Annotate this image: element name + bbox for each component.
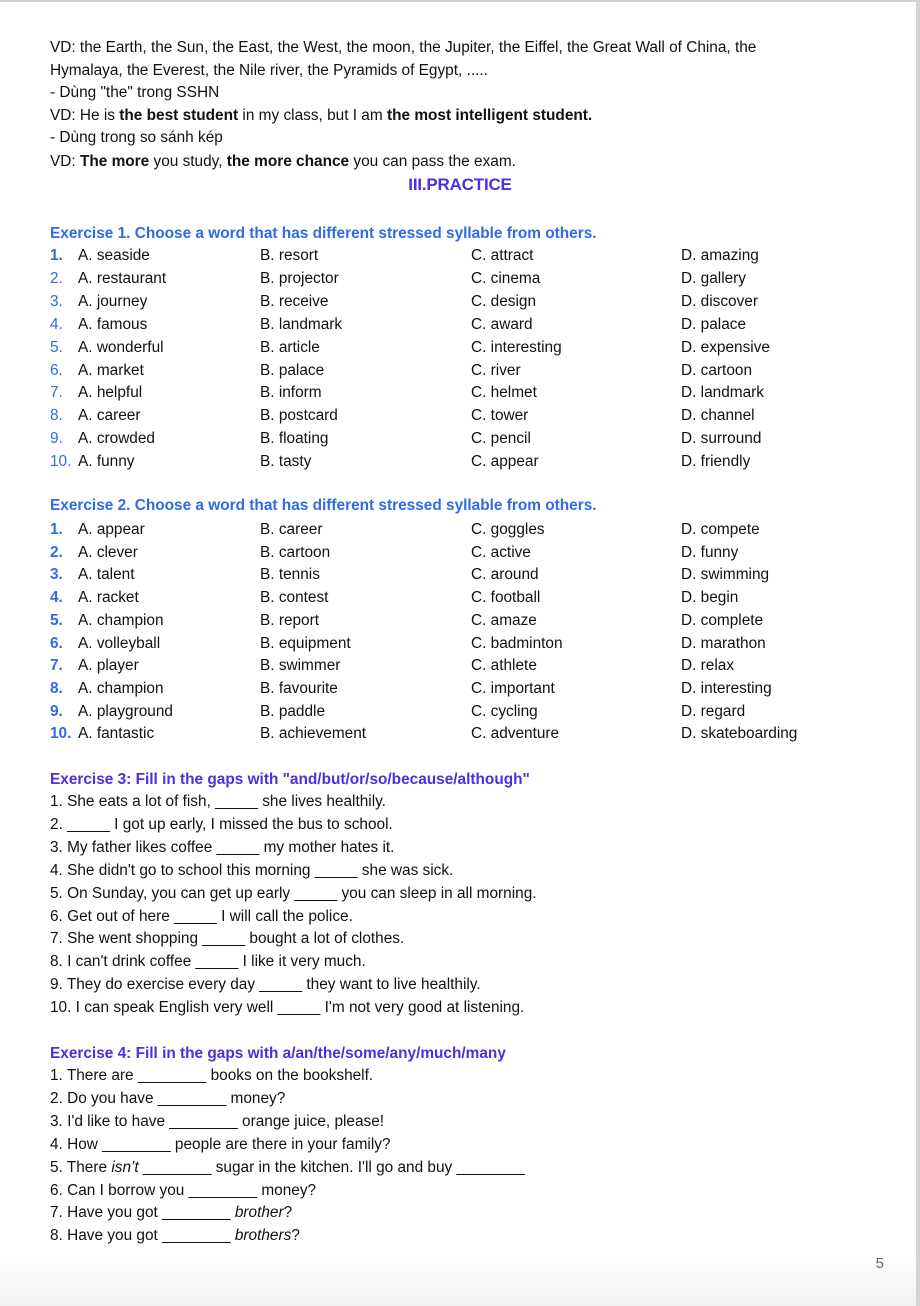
- gap-fill-item: 5. On Sunday, you can get up early _____ you can sleep in all morning.: [50, 884, 537, 902]
- question-row: [0, 269, 900, 289]
- question-number: 8.: [50, 679, 63, 697]
- gap-fill-item: [50, 1158, 525, 1178]
- question-row: [0, 315, 900, 335]
- gap-fill-item: 1. She eats a lot of fish, _____ she lives healthily.: [50, 793, 386, 810]
- exercise-3-title: Exercise 3: Fill in the gaps with "and/but/or/so/because/although": [50, 771, 530, 788]
- option-b: B. swimmer: [260, 657, 341, 675]
- option-b: B. projector: [260, 269, 339, 287]
- question-row: [0, 406, 900, 426]
- intro-line-2: Hymalaya, the Everest, the Nile river, the Pyramids of Egypt, .....: [50, 62, 488, 79]
- question-row: [0, 679, 900, 699]
- option-d: D. marathon: [681, 634, 766, 652]
- option-a: A. helpful: [78, 384, 143, 402]
- option-c: C. tower: [471, 407, 529, 425]
- question-number: 8.: [50, 407, 63, 425]
- option-d: D. cartoon: [681, 361, 753, 379]
- option-b: B. tennis: [260, 566, 320, 584]
- gap-fill-item: 7. She went shopping _____ bought a lot of clothes.: [50, 930, 405, 948]
- option-b: B. favourite: [260, 679, 338, 697]
- question-number: 10.: [50, 725, 72, 743]
- exercise-1-title: Exercise 1. Choose a word that has different stressed syllable from others.: [50, 225, 597, 242]
- gap-fill-item: [50, 1066, 373, 1086]
- text: VD: He is: [50, 107, 120, 124]
- gap-fill-item: [50, 1112, 384, 1132]
- option-c: C. river: [471, 361, 521, 379]
- option-d: D. expensive: [681, 338, 770, 356]
- question-number: 5.: [50, 611, 63, 629]
- question-number: 4.: [50, 315, 63, 333]
- question-number: 7.: [50, 384, 63, 402]
- question-number: 6.: [50, 634, 63, 652]
- italic-text: brothers: [234, 1227, 292, 1245]
- text: you can pass the exam.: [349, 153, 516, 170]
- option-a: A. champion: [78, 679, 164, 697]
- text: 4. How ________ people are there in your family?: [50, 1135, 391, 1153]
- option-c: C. interesting: [471, 338, 562, 356]
- intro-line-6: [50, 152, 516, 172]
- option-b: B. tasty: [260, 453, 312, 471]
- question-number: 2.: [50, 269, 63, 287]
- text: 3. I'd like to have ________ orange juice, please!: [50, 1112, 385, 1130]
- text: ?: [291, 1227, 300, 1245]
- text: in my class, but I am: [238, 107, 387, 124]
- text: ________ sugar in the kitchen. I'll go and buy ________: [138, 1158, 525, 1176]
- option-d: D. landmark: [681, 384, 764, 402]
- intro-line-3: - Dùng "the" trong SSHN: [50, 84, 220, 101]
- option-b: B. report: [260, 611, 320, 629]
- option-c: C. active: [471, 543, 531, 561]
- page-number: 5: [875, 1255, 884, 1272]
- gap-fill-item: [50, 1089, 285, 1109]
- question-number: 9.: [50, 430, 63, 448]
- gap-fill-item: 2. _____ I got up early, I missed the bus to school.: [50, 815, 393, 833]
- option-c: C. around: [471, 566, 539, 584]
- intro-line-1: VD: the Earth, the Sun, the East, the West, the moon, the Jupiter, the Eiffel, the Great Wall of China, the: [50, 39, 757, 56]
- option-a: A. restaurant: [78, 269, 167, 287]
- question-row: [0, 292, 900, 312]
- italic-text: brother: [234, 1204, 284, 1222]
- question-row: [0, 361, 900, 381]
- question-row: [0, 520, 900, 540]
- option-a: A. seaside: [78, 247, 150, 264]
- option-a: A. racket: [78, 589, 139, 607]
- gap-fill-item: 3. My father likes coffee _____ my mother hates it.: [50, 838, 395, 856]
- bold-text: the most intelligent student.: [386, 107, 593, 124]
- option-b: B. career: [260, 521, 323, 538]
- option-c: C. goggles: [471, 521, 545, 538]
- option-a: A. famous: [78, 315, 148, 333]
- question-row: [0, 611, 900, 631]
- gap-fill-item: 6. Get out of here _____ I will call the police.: [50, 907, 353, 925]
- gap-fill-item: 9. They do exercise every day _____ they want to live healthily.: [50, 976, 481, 994]
- text: 8. Have you got ________: [50, 1227, 235, 1245]
- italic-text: isn’t: [111, 1158, 139, 1176]
- question-row: [0, 452, 900, 472]
- option-d: D. swimming: [681, 566, 770, 584]
- option-a: A. playground: [78, 702, 173, 720]
- question-row: [0, 588, 900, 608]
- option-c: C. appear: [471, 453, 539, 471]
- option-a: A. fantastic: [78, 725, 155, 743]
- option-a: A. career: [78, 407, 141, 425]
- option-b: B. achievement: [260, 725, 367, 743]
- option-d: D. complete: [681, 611, 764, 629]
- option-b: B. paddle: [260, 702, 326, 720]
- option-b: B. resort: [260, 247, 319, 264]
- intro-line-4: [50, 106, 592, 126]
- option-d: D. relax: [681, 657, 735, 675]
- option-b: B. postcard: [260, 407, 338, 425]
- question-number: 4.: [50, 589, 63, 607]
- option-c: C. design: [471, 292, 537, 310]
- question-number: 6.: [50, 361, 63, 379]
- question-row: [0, 246, 900, 266]
- question-number: 7.: [50, 657, 63, 675]
- option-b: B. palace: [260, 361, 325, 379]
- text: VD:: [50, 153, 80, 170]
- option-c: C. football: [471, 589, 541, 607]
- question-number: 3.: [50, 566, 63, 584]
- gap-fill-item: [50, 1135, 391, 1155]
- text: 2. Do you have ________ money?: [50, 1089, 286, 1107]
- option-a: A. volleyball: [78, 634, 161, 652]
- question-row: [0, 383, 900, 403]
- question-number: 1.: [50, 521, 63, 538]
- option-c: C. cycling: [471, 702, 538, 720]
- option-a: A. talent: [78, 566, 135, 584]
- intro-line-5: - Dùng trong so sánh kép: [50, 129, 223, 146]
- option-d: D. skateboarding: [681, 725, 798, 743]
- option-c: C. important: [471, 679, 555, 697]
- question-number: 10.: [50, 453, 72, 471]
- option-c: C. amaze: [471, 611, 537, 629]
- option-c: C. attract: [471, 247, 534, 264]
- question-number: 3.: [50, 292, 63, 310]
- question-row: [0, 543, 900, 563]
- option-c: C. award: [471, 315, 533, 333]
- option-a: A. funny: [78, 453, 135, 471]
- option-d: D. palace: [681, 315, 747, 333]
- question-number: 5.: [50, 338, 63, 356]
- option-a: A. journey: [78, 292, 148, 310]
- text: 6. Can I borrow you ________ money?: [50, 1181, 317, 1199]
- option-a: A. market: [78, 361, 144, 379]
- option-c: C. badminton: [471, 634, 563, 652]
- option-a: A. wonderful: [78, 338, 164, 356]
- option-b: B. inform: [260, 384, 322, 402]
- gap-fill-item: [50, 1226, 300, 1246]
- gap-fill-item: 8. I can't drink coffee _____ I like it very much.: [50, 953, 366, 971]
- exercise-2-title: Exercise 2. Choose a word that has different stressed syllable from others.: [50, 497, 597, 514]
- bold-text: the best student: [119, 107, 239, 124]
- question-row: [0, 634, 900, 654]
- option-c: C. pencil: [471, 430, 531, 448]
- option-d: D. discover: [681, 292, 758, 310]
- question-row: [0, 338, 900, 358]
- option-b: B. contest: [260, 589, 329, 607]
- option-d: D. compete: [681, 521, 760, 538]
- option-a: A. crowded: [78, 430, 155, 448]
- gap-fill-item: 10. I can speak English very well _____ I'm not very good at listening.: [50, 999, 525, 1017]
- option-c: C. cinema: [471, 269, 541, 287]
- text: you study,: [149, 153, 227, 170]
- option-d: D. channel: [681, 407, 755, 425]
- question-row: [0, 565, 900, 585]
- gap-fill-item: 4. She didn't go to school this morning _____ she was sick.: [50, 861, 454, 879]
- text: 1. There are ________ books on the bookshelf.: [50, 1067, 374, 1084]
- text: 5. There: [50, 1158, 112, 1176]
- option-b: B. cartoon: [260, 543, 331, 561]
- option-d: D. amazing: [681, 247, 759, 264]
- bold-text: the more chance: [226, 153, 350, 170]
- question-number: 9.: [50, 702, 63, 720]
- practice-heading: III.PRACTICE: [408, 175, 512, 194]
- option-c: C. athlete: [471, 657, 537, 675]
- option-d: D. begin: [681, 589, 739, 607]
- option-c: C. helmet: [471, 384, 537, 402]
- option-b: B. equipment: [260, 634, 351, 652]
- question-number: 1.: [50, 247, 63, 264]
- question-row: [0, 429, 900, 449]
- option-d: D. funny: [681, 543, 739, 561]
- bold-text: The more: [79, 153, 150, 170]
- text: ?: [283, 1204, 293, 1222]
- option-c: C. adventure: [471, 725, 560, 743]
- exercise-4-title: Exercise 4: Fill in the gaps with a/an/the/some/any/much/many: [50, 1045, 506, 1062]
- text: 7. Have you got ________: [50, 1204, 235, 1222]
- option-d: D. gallery: [681, 269, 747, 287]
- option-d: D. friendly: [681, 453, 751, 471]
- question-row: [0, 724, 900, 744]
- gap-fill-item: [50, 1181, 316, 1201]
- gap-fill-item: [50, 1203, 292, 1223]
- option-a: A. player: [78, 657, 139, 675]
- question-row: [0, 656, 900, 676]
- question-number: 2.: [50, 543, 63, 561]
- option-b: B. receive: [260, 292, 329, 310]
- question-row: [0, 702, 900, 722]
- option-b: B. floating: [260, 430, 329, 448]
- option-a: A. appear: [78, 521, 145, 538]
- option-a: A. clever: [78, 543, 138, 561]
- option-d: D. surround: [681, 430, 762, 448]
- option-a: A. champion: [78, 611, 164, 629]
- option-d: D. interesting: [681, 679, 772, 697]
- option-b: B. article: [260, 338, 320, 356]
- option-b: B. landmark: [260, 315, 343, 333]
- option-d: D. regard: [681, 702, 746, 720]
